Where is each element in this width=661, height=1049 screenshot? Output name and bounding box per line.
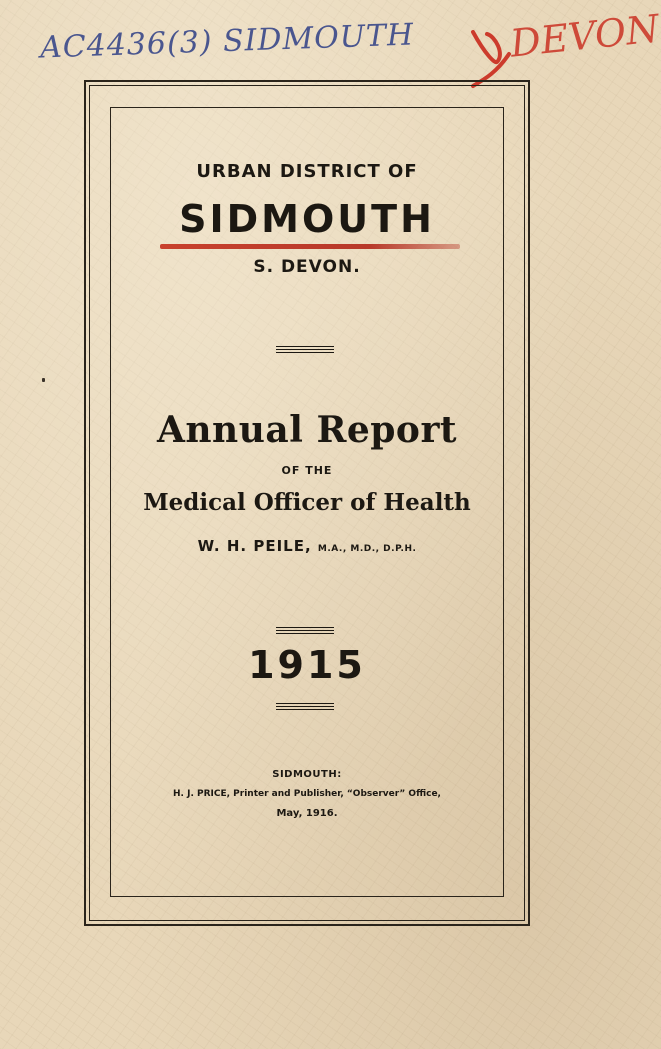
imprint-printer: H. J. PRICE, Printer and Publisher, “Observer” Office,	[173, 789, 441, 799]
district-heading: URBAN DISTRICT OF	[196, 161, 418, 182]
imprint-place: SIDMOUTH:	[272, 769, 342, 780]
ornament-rule	[276, 346, 334, 355]
report-year: 1915	[248, 643, 366, 687]
handwritten-county: DEVON	[508, 6, 661, 66]
title-page	[110, 107, 504, 897]
author-credentials: M.A., M.D., D.P.H.	[317, 544, 417, 554]
handwritten-call-number: AC4436(3) SIDMOUTH	[39, 17, 415, 66]
author-line	[110, 537, 504, 555]
ornament-rule	[276, 703, 334, 712]
ink-speck	[42, 378, 45, 382]
county-heading: S. DEVON.	[253, 257, 361, 277]
ornament-rule	[276, 627, 334, 636]
handwritten-annotation	[39, 6, 661, 84]
imprint-date: May, 1916.	[276, 808, 338, 819]
town-name: SIDMOUTH	[179, 197, 435, 241]
report-title: Annual Report	[156, 409, 458, 451]
author-name: W. H. PEILE,	[197, 537, 312, 555]
office-title: Medical Officer of Health	[143, 489, 471, 516]
of-the-label: OF THE	[281, 464, 333, 477]
red-underline	[160, 244, 460, 249]
